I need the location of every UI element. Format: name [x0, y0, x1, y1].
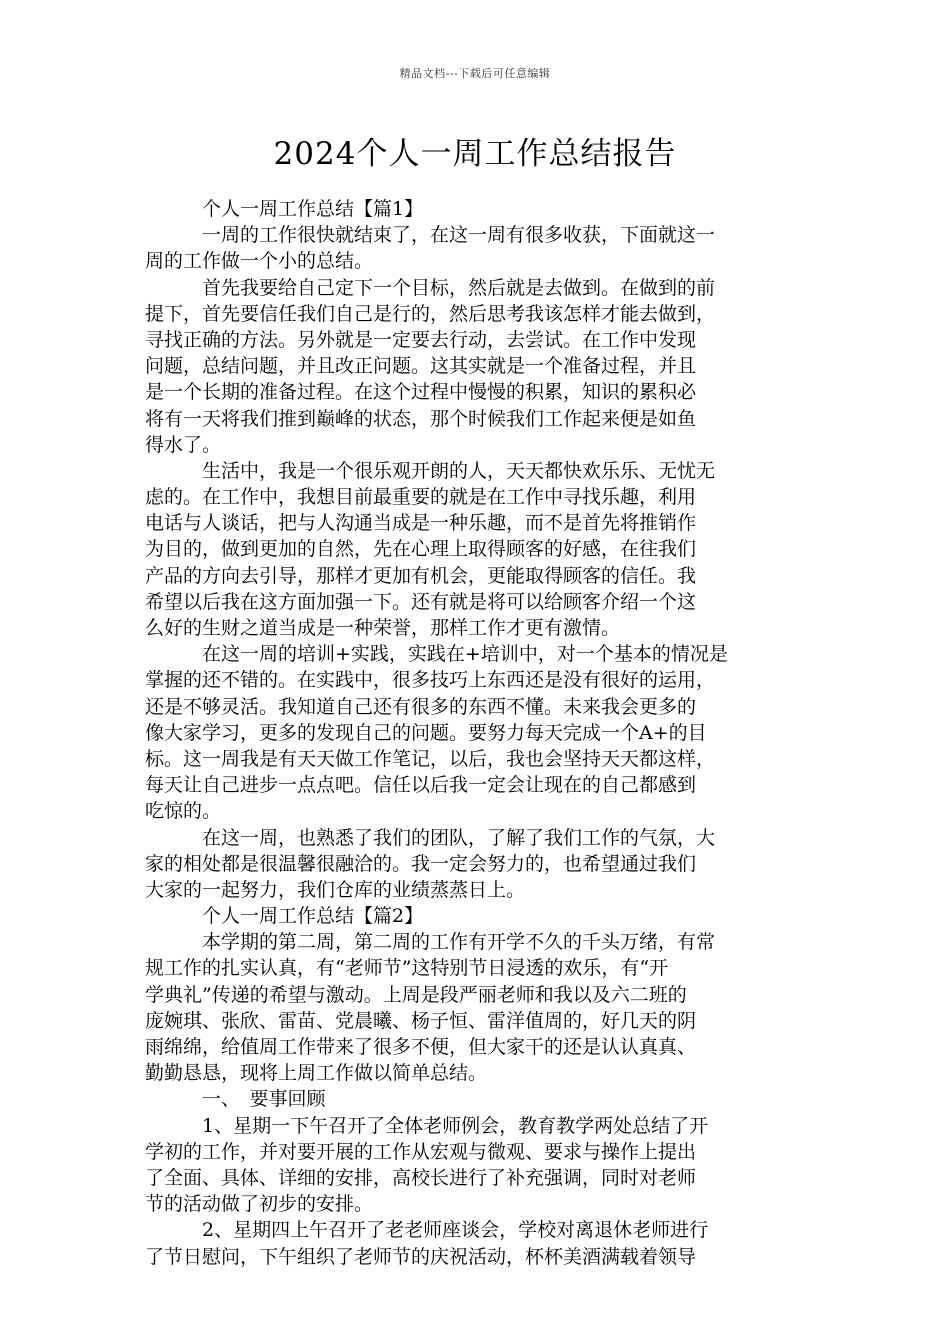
text-line: 学典礼”传递的希望与激动。上周是段严丽老师和我以及六二班的 [145, 983, 687, 1006]
text-line: 提下，首先要信任我们自己是行的，然后思考我该怎样才能去做到， [145, 302, 716, 325]
text-line: 像大家学习，更多的发现自己的问题。要努力每天完成一个A+的目 [145, 721, 707, 744]
header-note: 精品文档---下载后可任意编辑 [399, 67, 551, 80]
document-title: 2024个人一周工作总结报告 [273, 136, 677, 172]
text-line: 标。这一周我是有天天做工作笔记，以后，我也会坚持天天都这样， [145, 747, 716, 770]
text-line: 掌握的还不错的。在实践中，很多技巧上东西还是没有很好的运用， [145, 669, 716, 692]
text-line: 一、 要事回顾 [202, 1088, 326, 1111]
text-line: 大家的一起努力，我们仓库的业绩蒸蒸日上。 [145, 878, 526, 901]
text-line: 规工作的扎实认真，有“老师节”这特别节日浸透的欢乐，有“开 [145, 957, 669, 980]
text-line: 问题，总结问题，并且改正问题。这其实就是一个准备过程，并且 [145, 355, 697, 378]
text-line: 勤勤恳恳，现将上周工作做以简单总结。 [145, 1062, 488, 1085]
text-line: 将有一天将我们推到巅峰的状态，那个时候我们工作起来便是如鱼 [145, 407, 697, 430]
text-line: 寻找正确的方法。另外就是一定要去行动，去尝试。在工作中发现 [145, 328, 697, 351]
document-body [145, 196, 807, 1270]
text-line: 产品的方向去引导，那样才更加有机会，更能取得顾客的信任。我 [145, 564, 697, 587]
text-line: 雨绵绵，给值周工作带来了很多不便，但大家干的还是认认真真、 [145, 1036, 697, 1058]
text-line: 在这一周，也熟悉了我们的团队，了解了我们工作的气氛，大 [202, 826, 716, 849]
text-line: 2、星期四上午召开了老老师座谈会，学校对离退休老师进行 [202, 1219, 709, 1242]
text-line: 个人一周工作总结【篇2】 [202, 905, 424, 928]
text-line: 1、星期一下午召开了全体老师例会，教育教学两处总结了开 [202, 1114, 709, 1137]
text-line: 周的工作做一个小的总结。 [145, 250, 374, 273]
text-line: 了节日慰问，下午组织了老师节的庆祝活动，杯杯美酒满载着领导 [145, 1245, 697, 1268]
text-line: 吃惊的。 [145, 800, 222, 823]
text-line: 家的相处都是很温馨很融洽的。我一定会努力的，也希望通过我们 [145, 852, 697, 875]
text-line: 本学期的第二周，第二周的工作有开学不久的千头万绪，有常 [202, 931, 716, 954]
text-line: 每天让自己进步一点点吧。信任以后我一定会让现在的自己都感到 [145, 774, 697, 797]
text-line: 个人一周工作总结【篇1】 [202, 198, 424, 220]
text-line: 为目的，做到更加的自然，先在心理上取得顾客的好感，在往我们 [145, 538, 697, 561]
text-line: 学初的工作，并对要开展的工作从宏观与微观、要求与操作上提出 [145, 1140, 697, 1163]
text-line: 电话与人谈话，把与人沟通当成是一种乐趣，而不是首先将推销作 [145, 512, 697, 535]
text-line: 希望以后我在这方面加强一下。还有就是将可以给顾客介绍一个这 [145, 590, 697, 613]
text-line: 得水了。 [145, 433, 222, 456]
text-line: 在这一周的培训+实践，实践在+培训中，对一个基本的情况是 [202, 643, 728, 666]
text-line: 一周的工作很快就结束了，在这一周有很多收获，下面就这一 [202, 224, 716, 247]
text-line: 了全面、具体、详细的安排，高校长进行了补充强调，同时对老师 [145, 1166, 697, 1189]
text-line: 庞婉琪、张欣、雷苗、党晨曦、杨子恒、雷洋值周的，好几天的阴 [145, 1009, 697, 1032]
text-line: 首先我要给自己定下一个目标，然后就是去做到。在做到的前 [202, 276, 716, 299]
text-line: 虑的。在工作中，我想目前最重要的就是在工作中寻找乐趣，利用 [145, 486, 697, 509]
text-line: 么好的生财之道当成是一种荣誉，那样工作才更有激情。 [145, 617, 621, 639]
text-line: 节的活动做了初步的安排。 [145, 1193, 374, 1216]
text-line: 生活中，我是一个很乐观开朗的人，天天都快欢乐乐、无忧无 [202, 459, 716, 482]
text-line: 还是不够灵活。我知道自己还有很多的东西不懂。未来我会更多的 [145, 695, 697, 718]
text-line: 是一个长期的准备过程。在这个过程中慢慢的积累，知识的累积必 [145, 381, 697, 404]
